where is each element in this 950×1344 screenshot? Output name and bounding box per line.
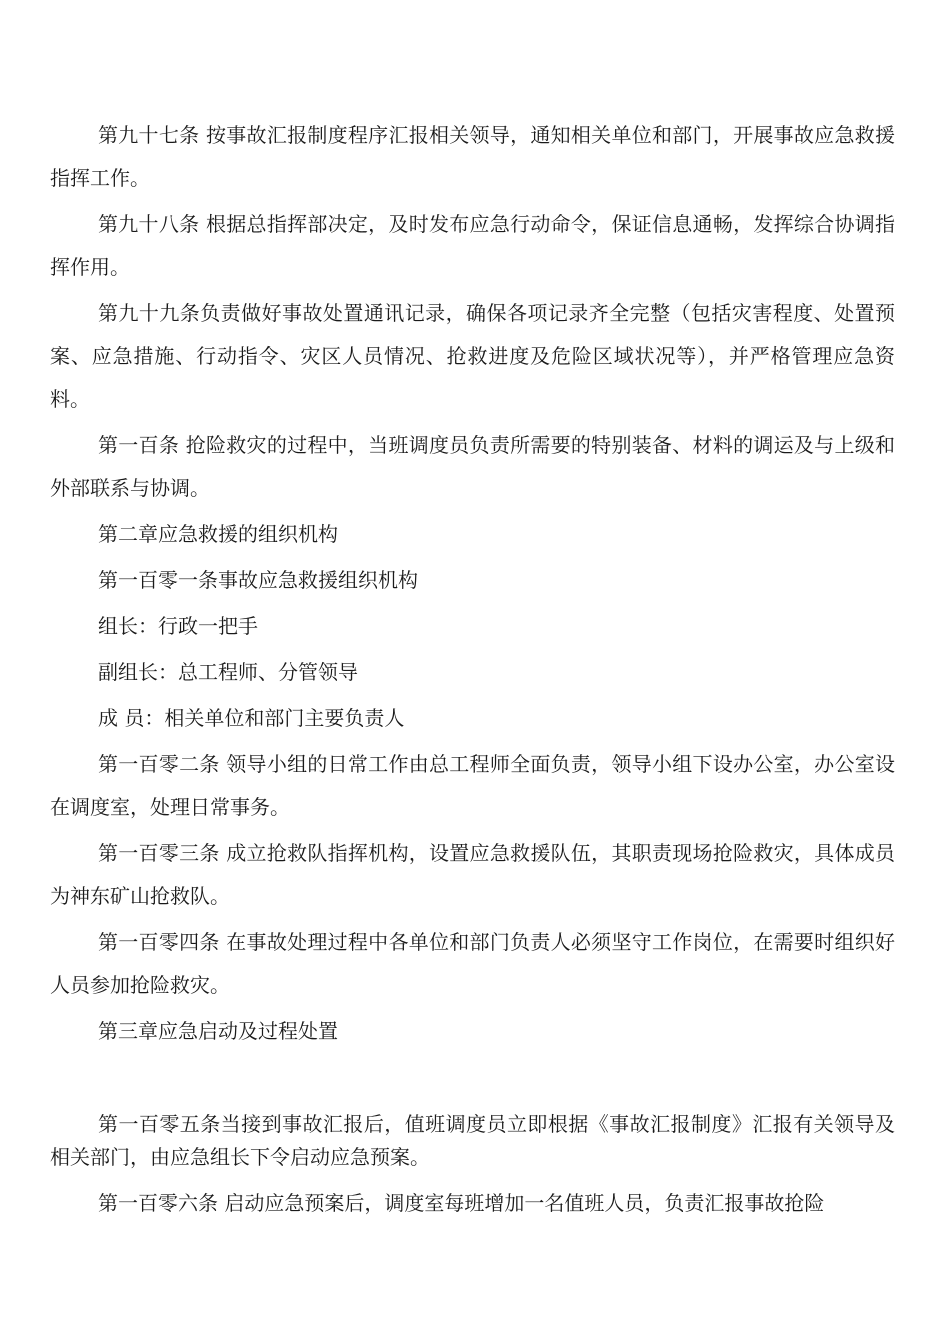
article-102: 第一百零二条 领导小组的日常工作由总工程师全面负责，领导小组下设办公室，办公室设在调度室，处理日常事务。: [50, 752, 895, 819]
article-100: 第一百条 抢险救灾的过程中，当班调度员负责所需要的特别装备、材料的调运及与上级和外部联系与协调。: [50, 433, 895, 500]
group-leader-line: 组长：行政一把手: [98, 614, 258, 638]
chapter-2-heading: 第二章应急救援的组织机构: [98, 522, 338, 546]
chapter-3-heading: 第三章应急启动及过程处置: [98, 1019, 338, 1043]
article-106: 第一百零六条 启动应急预案后，调度室每班增加一名值班人员，负责汇报事故抢险: [98, 1191, 825, 1215]
article-103: 第一百零三条 成立抢救队指挥机构，设置应急救援队伍，其职责现场抢险救灾，具体成员为神东矿山抢救队。: [50, 841, 895, 908]
deputy-leader-line: 副组长：总工程师、分管领导: [98, 660, 358, 684]
article-97: 第九十七条 按事故汇报制度程序汇报相关领导，通知相关单位和部门，开展事故应急救援指挥工作。: [50, 123, 895, 190]
article-105: 第一百零五条当接到事故汇报后，值班调度员立即根据《事故汇报制度》汇报有关领导及相关部门，由应急组长下令启动应急预案。: [50, 1112, 895, 1169]
section-spacer: [50, 1056, 895, 1108]
document-page: [50, 114, 895, 1228]
article-98: 第九十八条 根据总指挥部决定，及时发布应急行动命令，保证信息通畅，发挥综合协调指挥作用。: [50, 212, 895, 279]
article-99: 第九十九条负责做好事故处置通讯记录，确保各项记录齐全完整（包括灾害程度、处置预案、应急措施、行动指令、灾区人员情况、抢救进度及危险区域状况等），并严格管理应急资料。: [50, 301, 895, 411]
article-101: 第一百零一条事故应急救援组织机构: [98, 568, 418, 592]
article-104: 第一百零四条 在事故处理过程中各单位和部门负责人必须坚守工作岗位，在需要时组织好人员参加抢险救灾。: [50, 930, 895, 997]
members-line: 成 员：相关单位和部门主要负责人: [98, 706, 405, 730]
